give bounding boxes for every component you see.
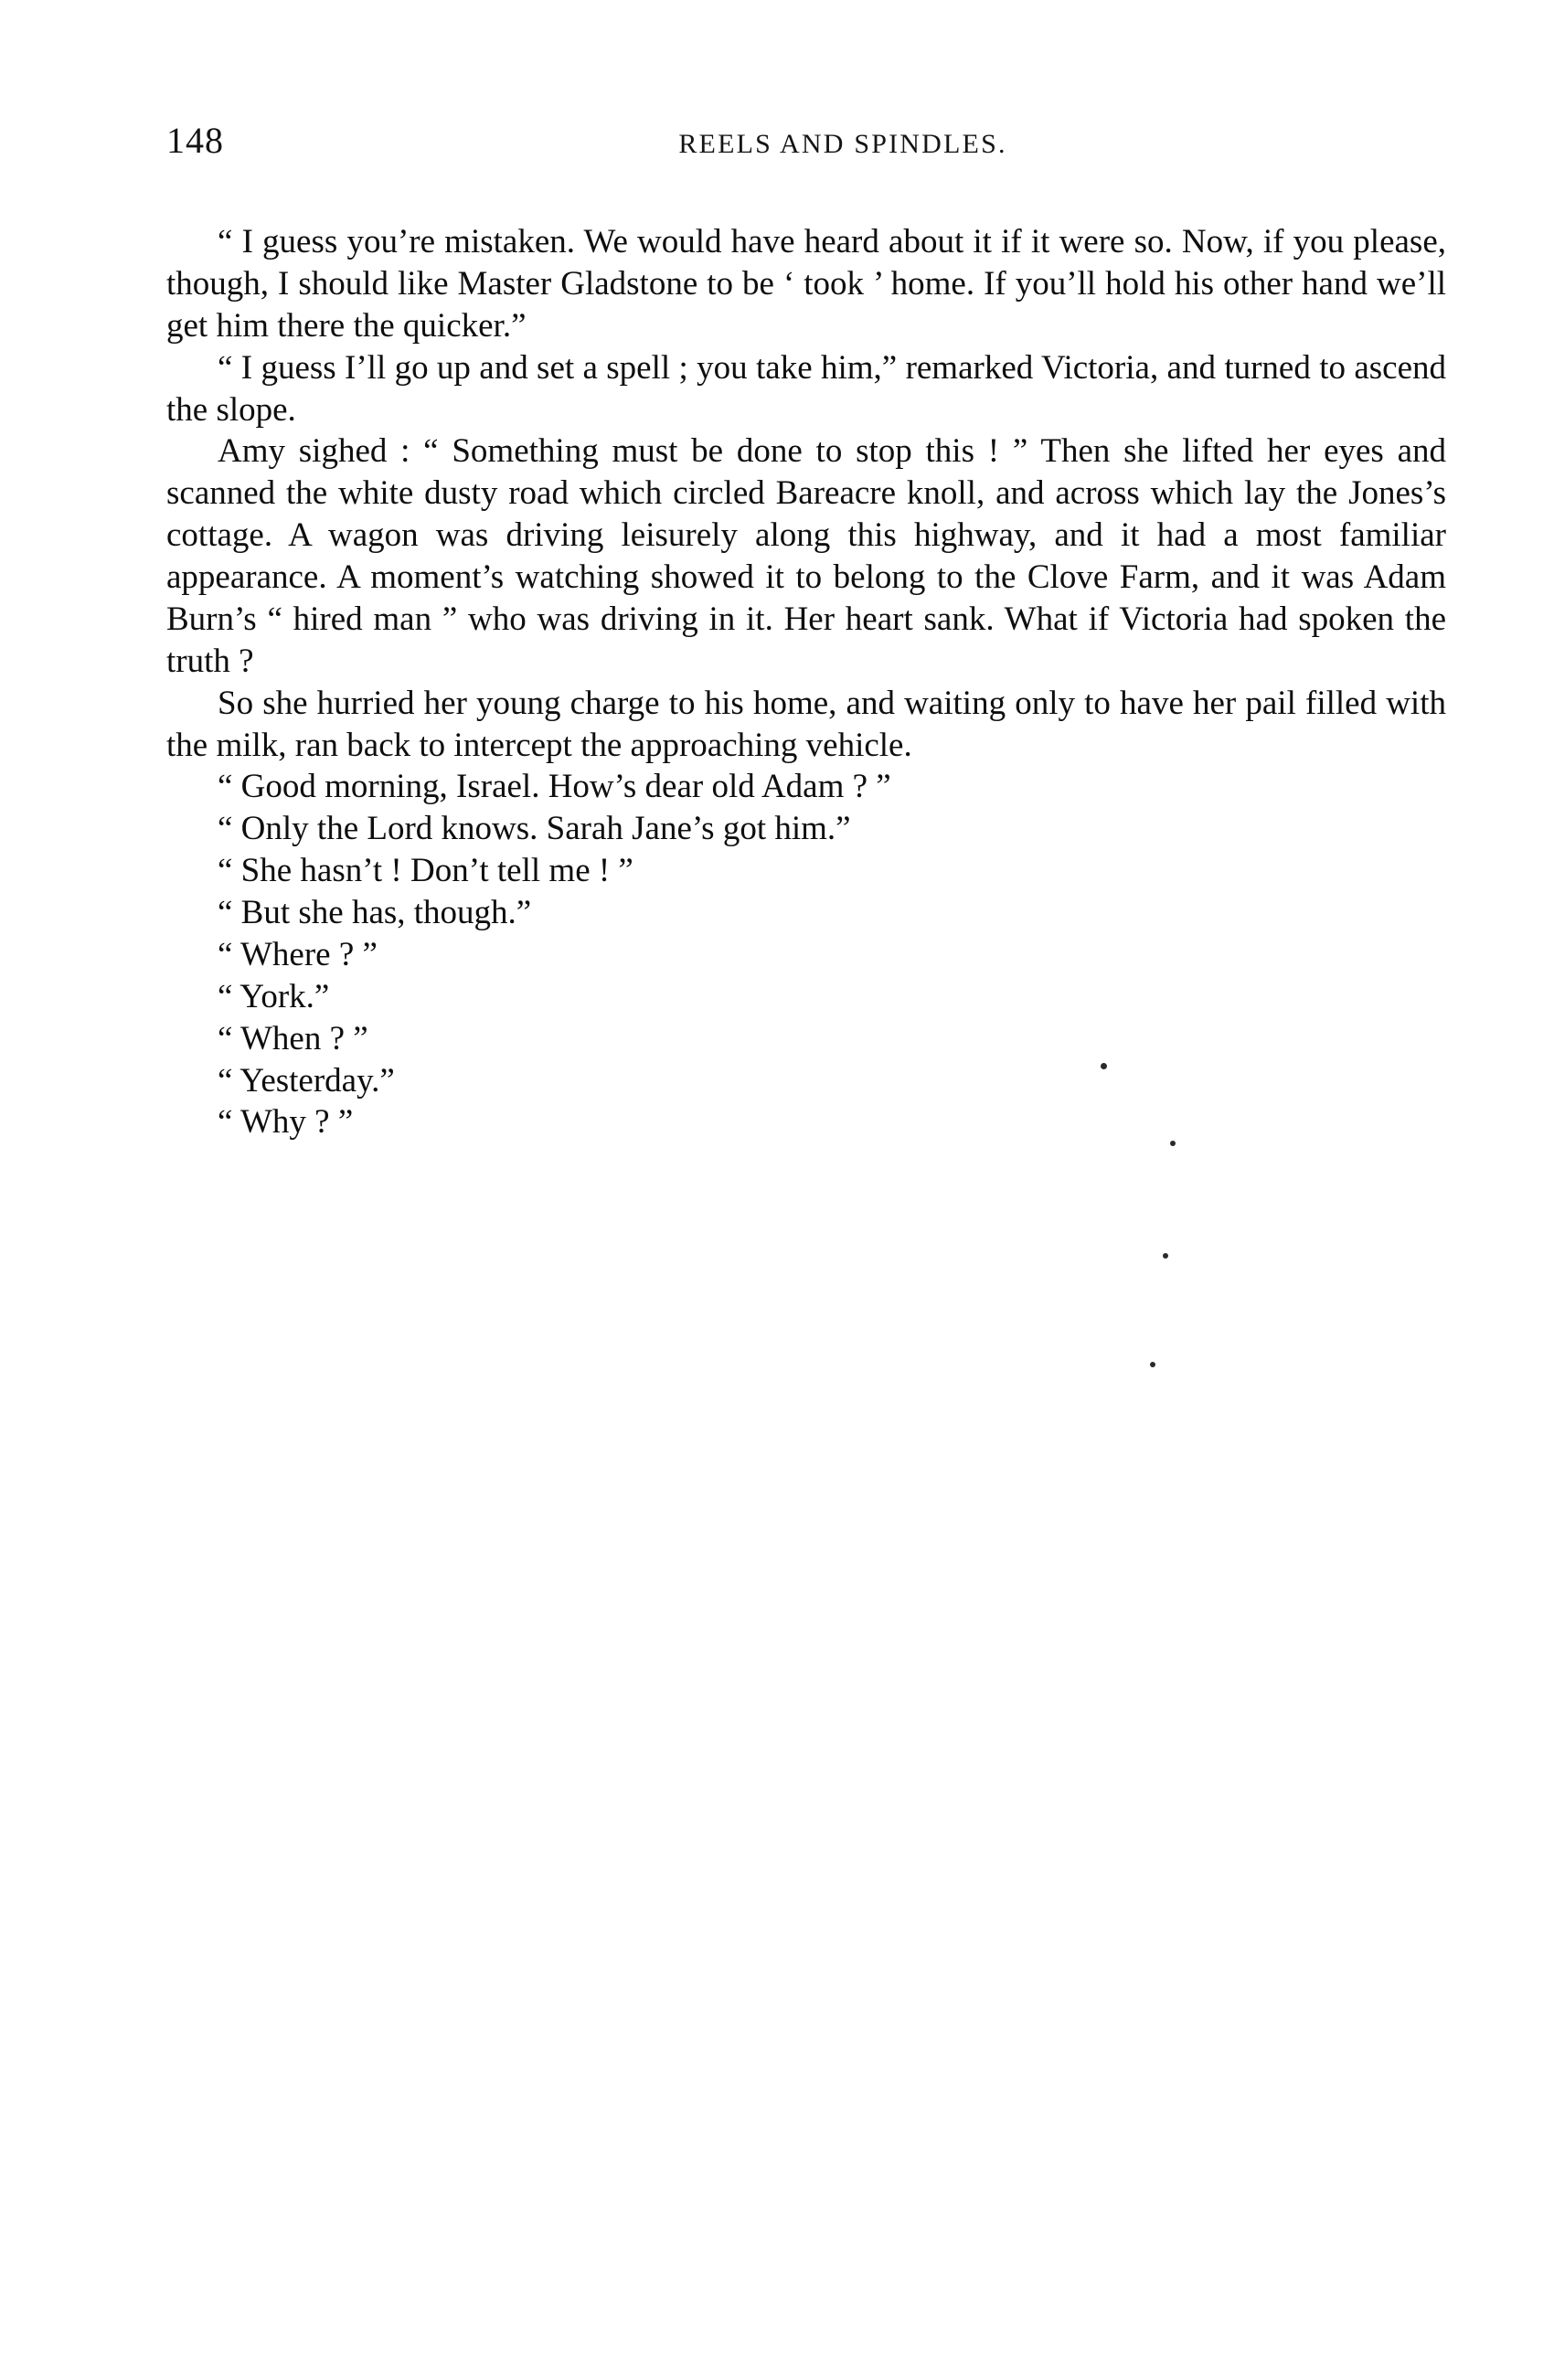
page-speck-icon [1163,1253,1168,1259]
dialog-line: “ She hasn’t ! Don’t tell me ! ” [218,852,633,890]
page-speck-icon [1150,1362,1155,1367]
dialog-line: “ Yesterday.” [218,1061,395,1100]
page-number: 148 [166,120,224,161]
paragraph: “ I guess I’ll go up and set a spell ; you take him,” remarked Victoria, and turned to ascend the slope. [166,348,1446,429]
paragraph: Amy sighed : “ Something must be done to stop this ! ” Then she lifted her eyes and scanned the white dusty road which circled Bareacre knoll, and across which lay the Jones’s cottage. A wagon was driving leisurely along this highway, and it had a most familiar appearance. A moment’s watching showed it to belong to the Clove Farm, and it was Adam Burn’s “ hired man ” who was driving in it. Her heart sank. What if Victoria had spoken the truth ? [166,432,1446,680]
dialog-line: “ Why ? ” [218,1103,354,1142]
dialog-line: “ Good morning, Israel. How’s dear old Adam ? ” [218,768,891,806]
paragraph: So she hurried her young charge to his home, and waiting only to have her pail filled with the milk, ran back to intercept the approaching vehicle. [166,684,1446,764]
page-header [166,119,1446,174]
page-content [166,119,1446,1143]
dialog-line: “ Where ? ” [218,935,378,973]
dialog-line: “ But she has, though.” [218,894,532,931]
page-speck-icon [1170,1141,1176,1146]
dialog-line: “ York.” [218,977,330,1015]
body-text [166,221,1446,1143]
dialog-line: “ When ? ” [218,1019,368,1057]
paragraph: “ I guess you’re mistaken. We would have heard about it if it were so. Now, if you please, though, I should like Master Gladstone to be ‘ took ’ home. If you’ll hold his other hand we’ll get him there the quicker.” [166,223,1446,345]
running-head: REELS AND SPINDLES. [678,129,1007,159]
dialog-line: “ Only the Lord knows. Sarah Jane’s got him.” [218,810,851,848]
page-speck-icon [1101,1063,1107,1069]
